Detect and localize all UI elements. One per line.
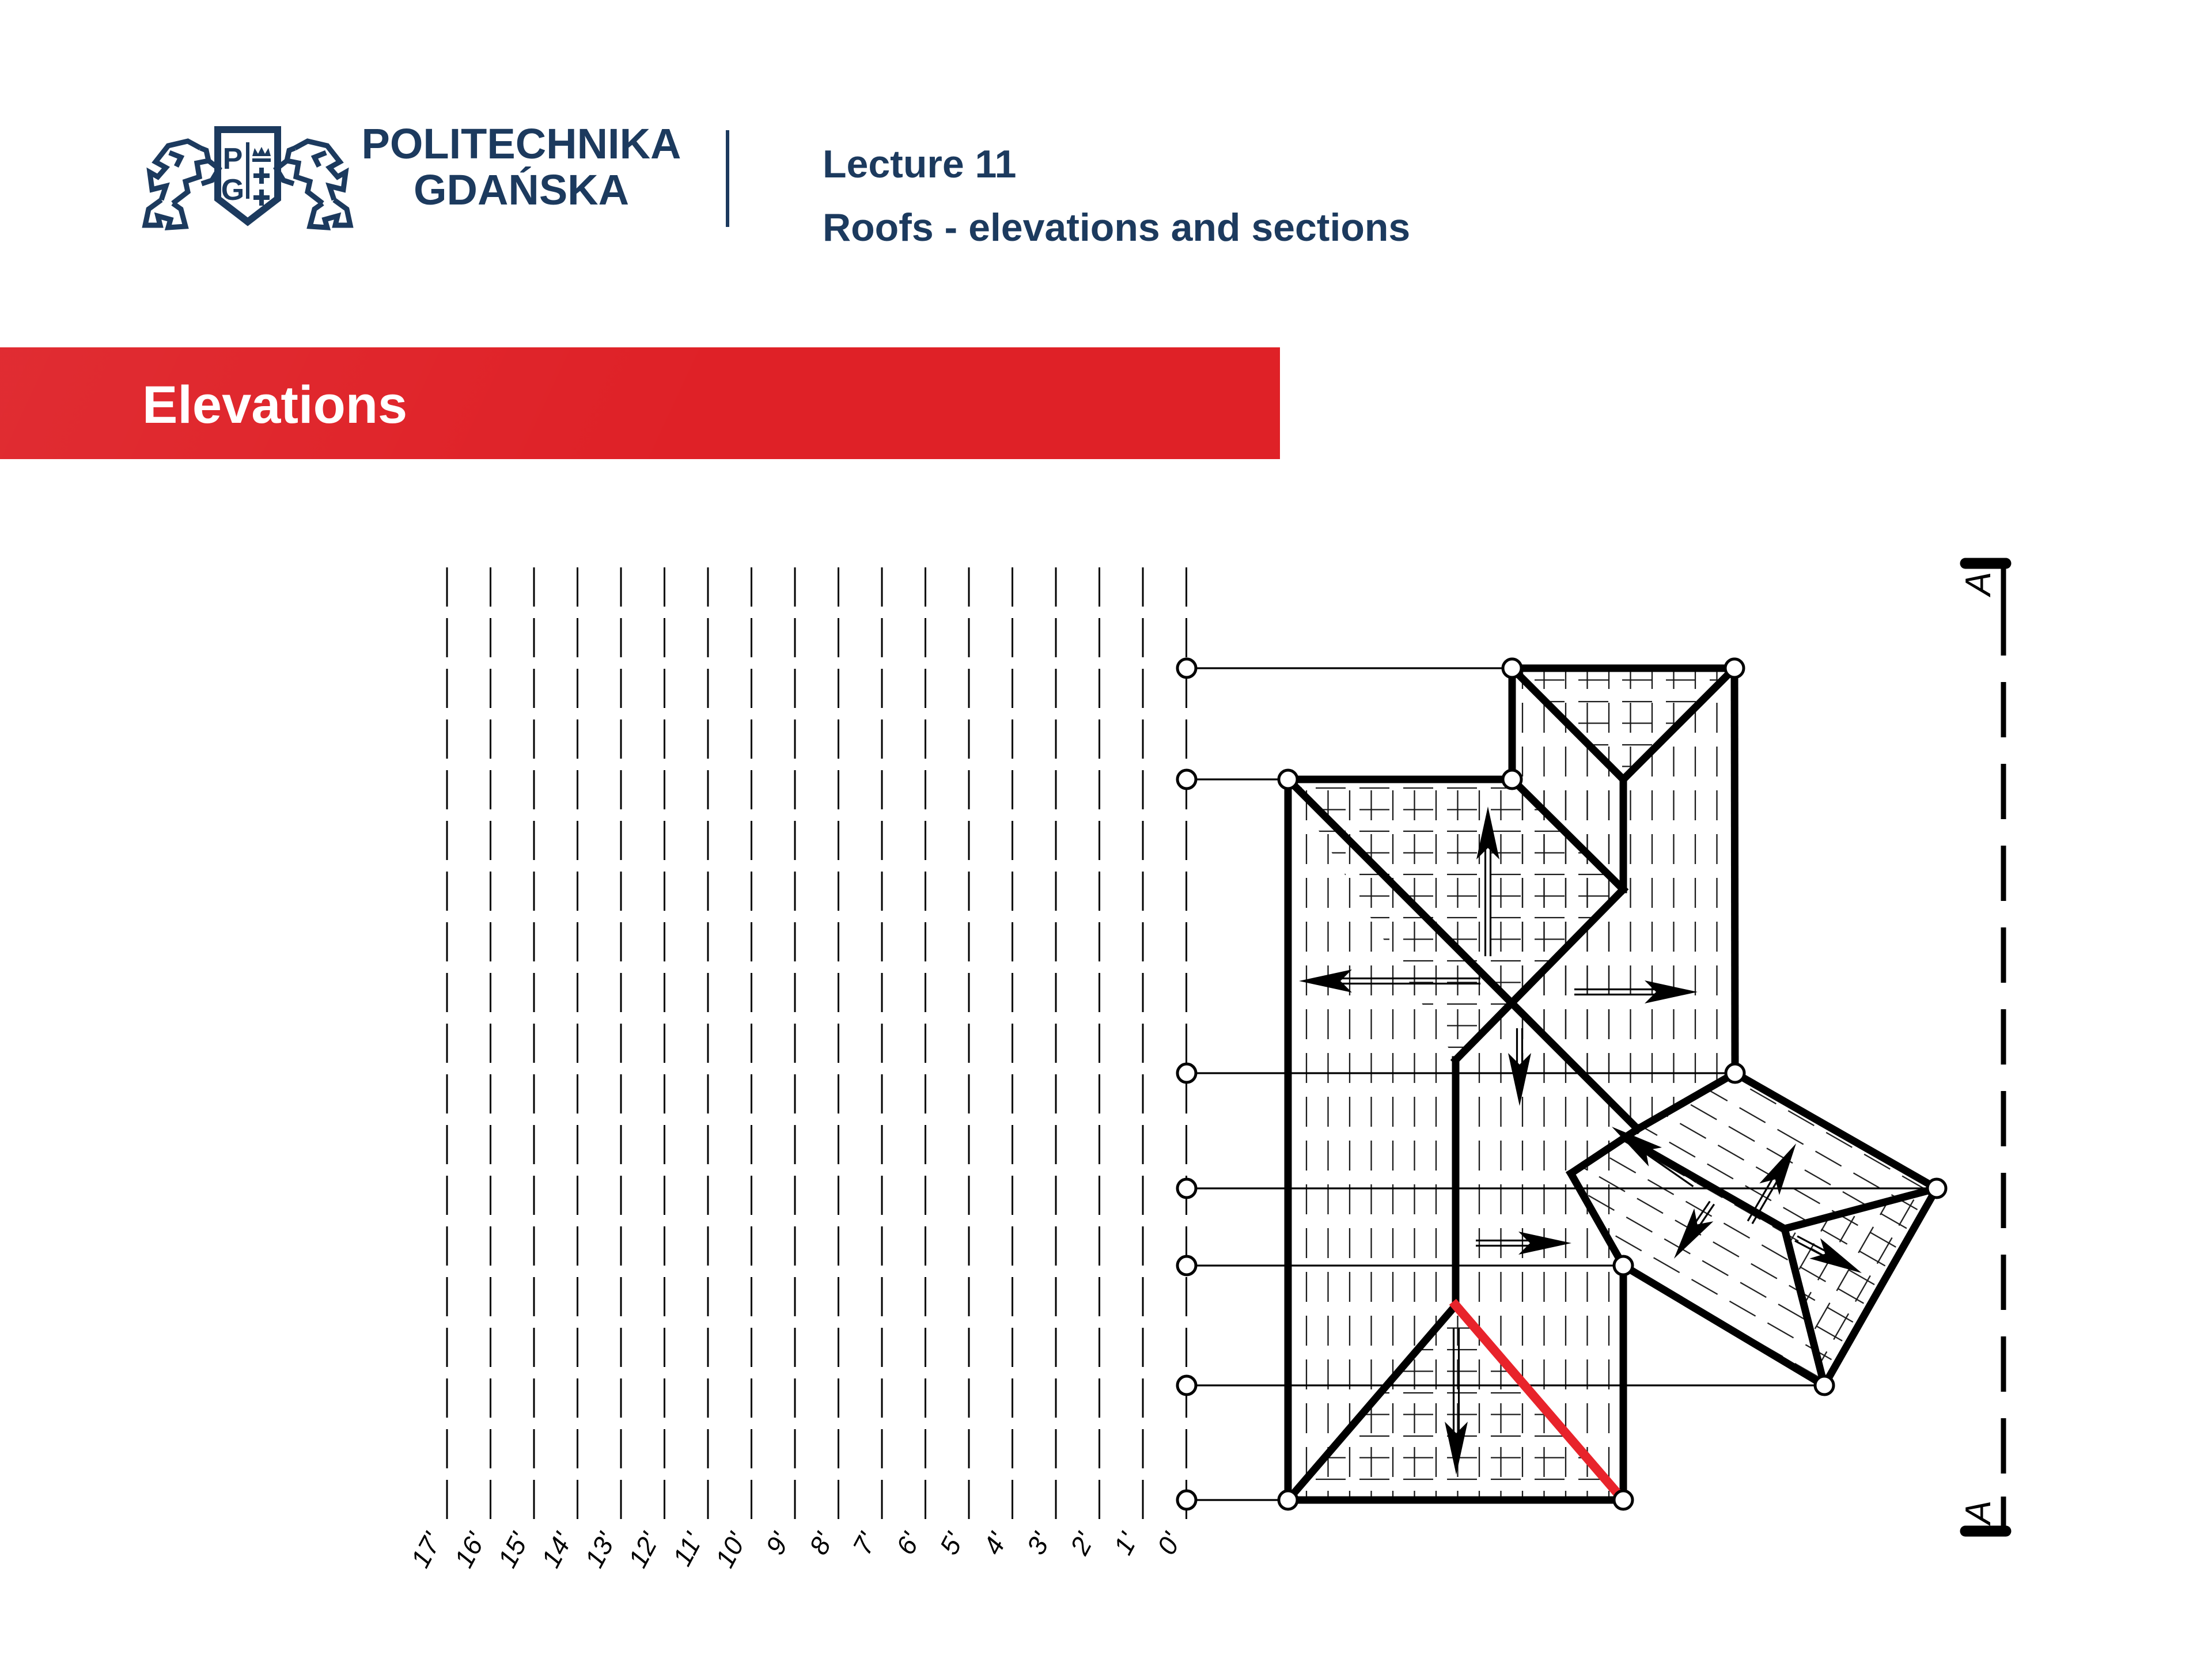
projection-tick-label: 6' xyxy=(890,1528,926,1560)
logo-letter-g: G xyxy=(221,173,245,207)
university-name-line2: GDAŃSKA xyxy=(413,165,630,214)
reference-circle xyxy=(1177,1064,1196,1082)
reference-circle xyxy=(1815,1376,1834,1395)
section-banner-title: Elevations xyxy=(142,376,408,434)
projection-tick-label: 13' xyxy=(578,1528,622,1573)
reference-circle xyxy=(1177,1376,1196,1395)
reference-circle xyxy=(1725,659,1744,677)
projection-tick-label: 10' xyxy=(709,1528,752,1573)
projection-tick-label: 2' xyxy=(1064,1528,1100,1560)
projection-tick-label: 12' xyxy=(622,1528,665,1573)
projection-tick-label: 5' xyxy=(933,1528,969,1560)
projection-tick-label: 16' xyxy=(448,1528,491,1573)
projection-tick-label: 14' xyxy=(535,1528,578,1573)
logo-letter-p: P xyxy=(222,142,243,176)
projection-tick-label: 8' xyxy=(803,1528,839,1560)
lecture-subtitle: Roofs - elevations and sections xyxy=(823,206,1411,249)
projection-tick-label: 0' xyxy=(1151,1528,1187,1560)
projection-tick-label: 11' xyxy=(666,1528,709,1571)
projection-lines xyxy=(447,567,1187,1521)
projection-tick-label: 17' xyxy=(404,1528,448,1573)
projection-tick-label: 7' xyxy=(846,1528,882,1560)
reference-circle xyxy=(1503,659,1521,677)
reference-circle xyxy=(1503,770,1521,789)
reference-circle xyxy=(1614,1256,1633,1275)
reference-circle xyxy=(1279,770,1297,789)
projection-tick-label: 15' xyxy=(491,1528,535,1573)
reference-circle xyxy=(1927,1179,1946,1198)
reference-circle xyxy=(1177,1491,1196,1509)
reference-circle xyxy=(1177,659,1196,677)
roof-edge xyxy=(1734,668,1735,1073)
section-line-a-a xyxy=(1959,563,2006,1531)
lecture-number: Lecture 11 xyxy=(823,142,1017,186)
projection-tick-label: 3' xyxy=(1020,1528,1056,1560)
reference-circle xyxy=(1177,1256,1196,1275)
projection-tick-label: 4' xyxy=(977,1528,1013,1560)
section-label-top: A xyxy=(1959,571,1998,596)
reference-circle xyxy=(1177,1179,1196,1198)
reference-circle xyxy=(1177,770,1196,789)
projection-tick-labels xyxy=(405,1527,1188,1572)
university-name-line1: POLITECHNIKA xyxy=(361,120,681,168)
projection-tick-label: 1' xyxy=(1107,1528,1143,1560)
reference-circle xyxy=(1279,1491,1297,1509)
reference-circle xyxy=(1726,1064,1744,1082)
section-label-bottom: A xyxy=(1959,1500,1998,1524)
roof-surface-hatching xyxy=(1288,668,1937,1500)
reference-circle xyxy=(1614,1491,1633,1509)
projection-tick-label: 9' xyxy=(759,1528,796,1560)
